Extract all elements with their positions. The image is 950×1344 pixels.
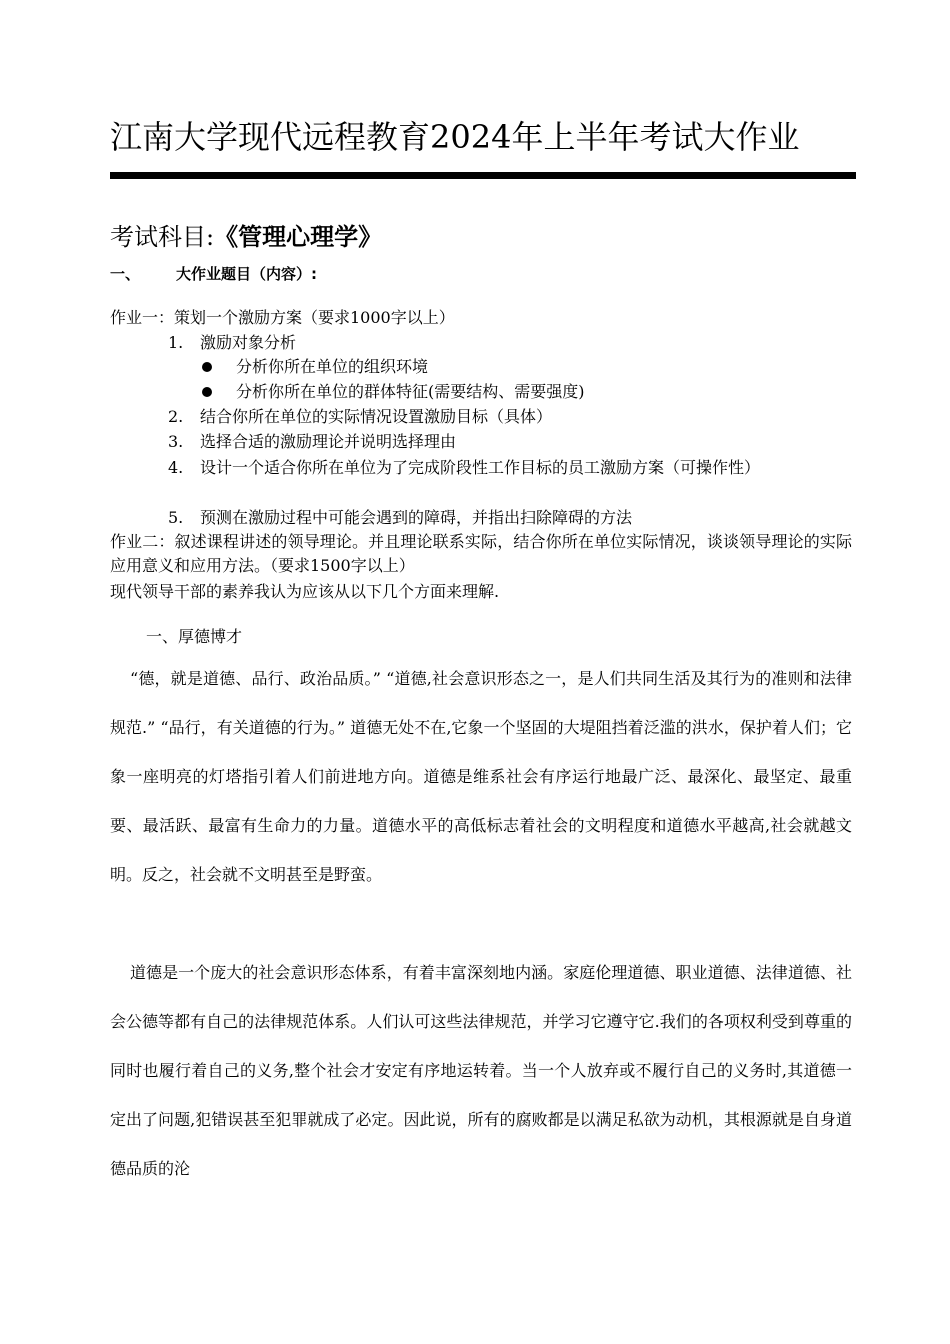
answer-intro: 现代领导干部的素养我认为应该从以下几个方面来理解. [110,582,500,601]
assignment1-title: 作业一：策划一个激励方案（要求1000字以上） [110,308,455,327]
subject-label: 考试科目: [110,223,215,251]
list-item-text: 选择合适的激励理论并说明选择理由 [200,432,457,451]
list-item-text: 设计一个适合你所在单位为了完成阶段性工作目标的员工激励方案（可操作性） [200,458,761,477]
exam-subject [110,220,382,254]
list-item-number: 3. [168,432,184,451]
bullet-icon [202,362,212,372]
title-divider [110,172,856,179]
section-number: 一、 [110,265,141,283]
list-item-number: 1. [168,333,184,352]
answer-heading: 一、厚德博才 [146,627,243,646]
list-item-number: 4. [168,458,184,477]
bullet-text: 分析你所在单位的组织环境 [236,357,429,376]
bullet-icon [202,387,212,397]
list-item-text: 结合你所在单位的实际情况设置激励目标（具体） [200,407,553,426]
section-title: 大作业题目（内容）: [176,265,317,283]
bullet-text: 分析你所在单位的群体特征(需要结构、需要强度) [236,382,585,401]
list-item-number: 2. [168,407,184,426]
list-item-text: 预测在激励过程中可能会遇到的障碍，并指出扫除障碍的方法 [200,508,633,527]
section-heading [110,262,317,286]
paragraph: 道德是一个庞大的社会意识形态体系，有着丰富深刻地内涵。家庭伦理道德、职业道德、法律道德、社会公德等都有自己的法律规范体系。人们认可这些法律规范，并学习它遵守它.我们的各项权利受到尊重的同时也履行着自己的义务,整个社会才安定有序地运转着。当一个人放弃或不履行自己的义务时,其道德一定出了问题,犯错误甚至犯罪就成了必定。因此说，所有的腐败都是以满足私欲为动机，其根源就是自身道德品质的沦 [110,963,852,1178]
document-title: 江南大学现代远程教育2024年上半年考试大作业 [110,118,800,156]
list-item-text: 激励对象分析 [200,333,297,352]
paragraph: “德，就是道德、品行、政治品质。” “道德,社会意识形态之一，是人们共同生活及其行为的准则和法律规范.” “品行，有关道德的行为。” 道德无处不在,它象一个坚固的大堤阻挡着泛滥的洪水，保护着人们；它象一座明亮的灯塔指引着人们前进地方向。道德是维系社会有序运行地最广泛、最深化、最坚定、最重要、最活跃、最富有生命力的力量。道德水平的高低标志着社会的文明程度和道德水平越高,社会就越文明。反之，社会就不文明甚至是野蛮。 [110,669,852,884]
course-name: 《管理心理学》 [214,223,383,251]
list-item-number: 5. [168,508,184,527]
assignment2-text: 作业二：叙述课程讲述的领导理论。并且理论联系实际，结合你所在单位实际情况，谈谈领导理论的实际应用意义和应用方法。（要求1500字以上） [110,532,852,575]
